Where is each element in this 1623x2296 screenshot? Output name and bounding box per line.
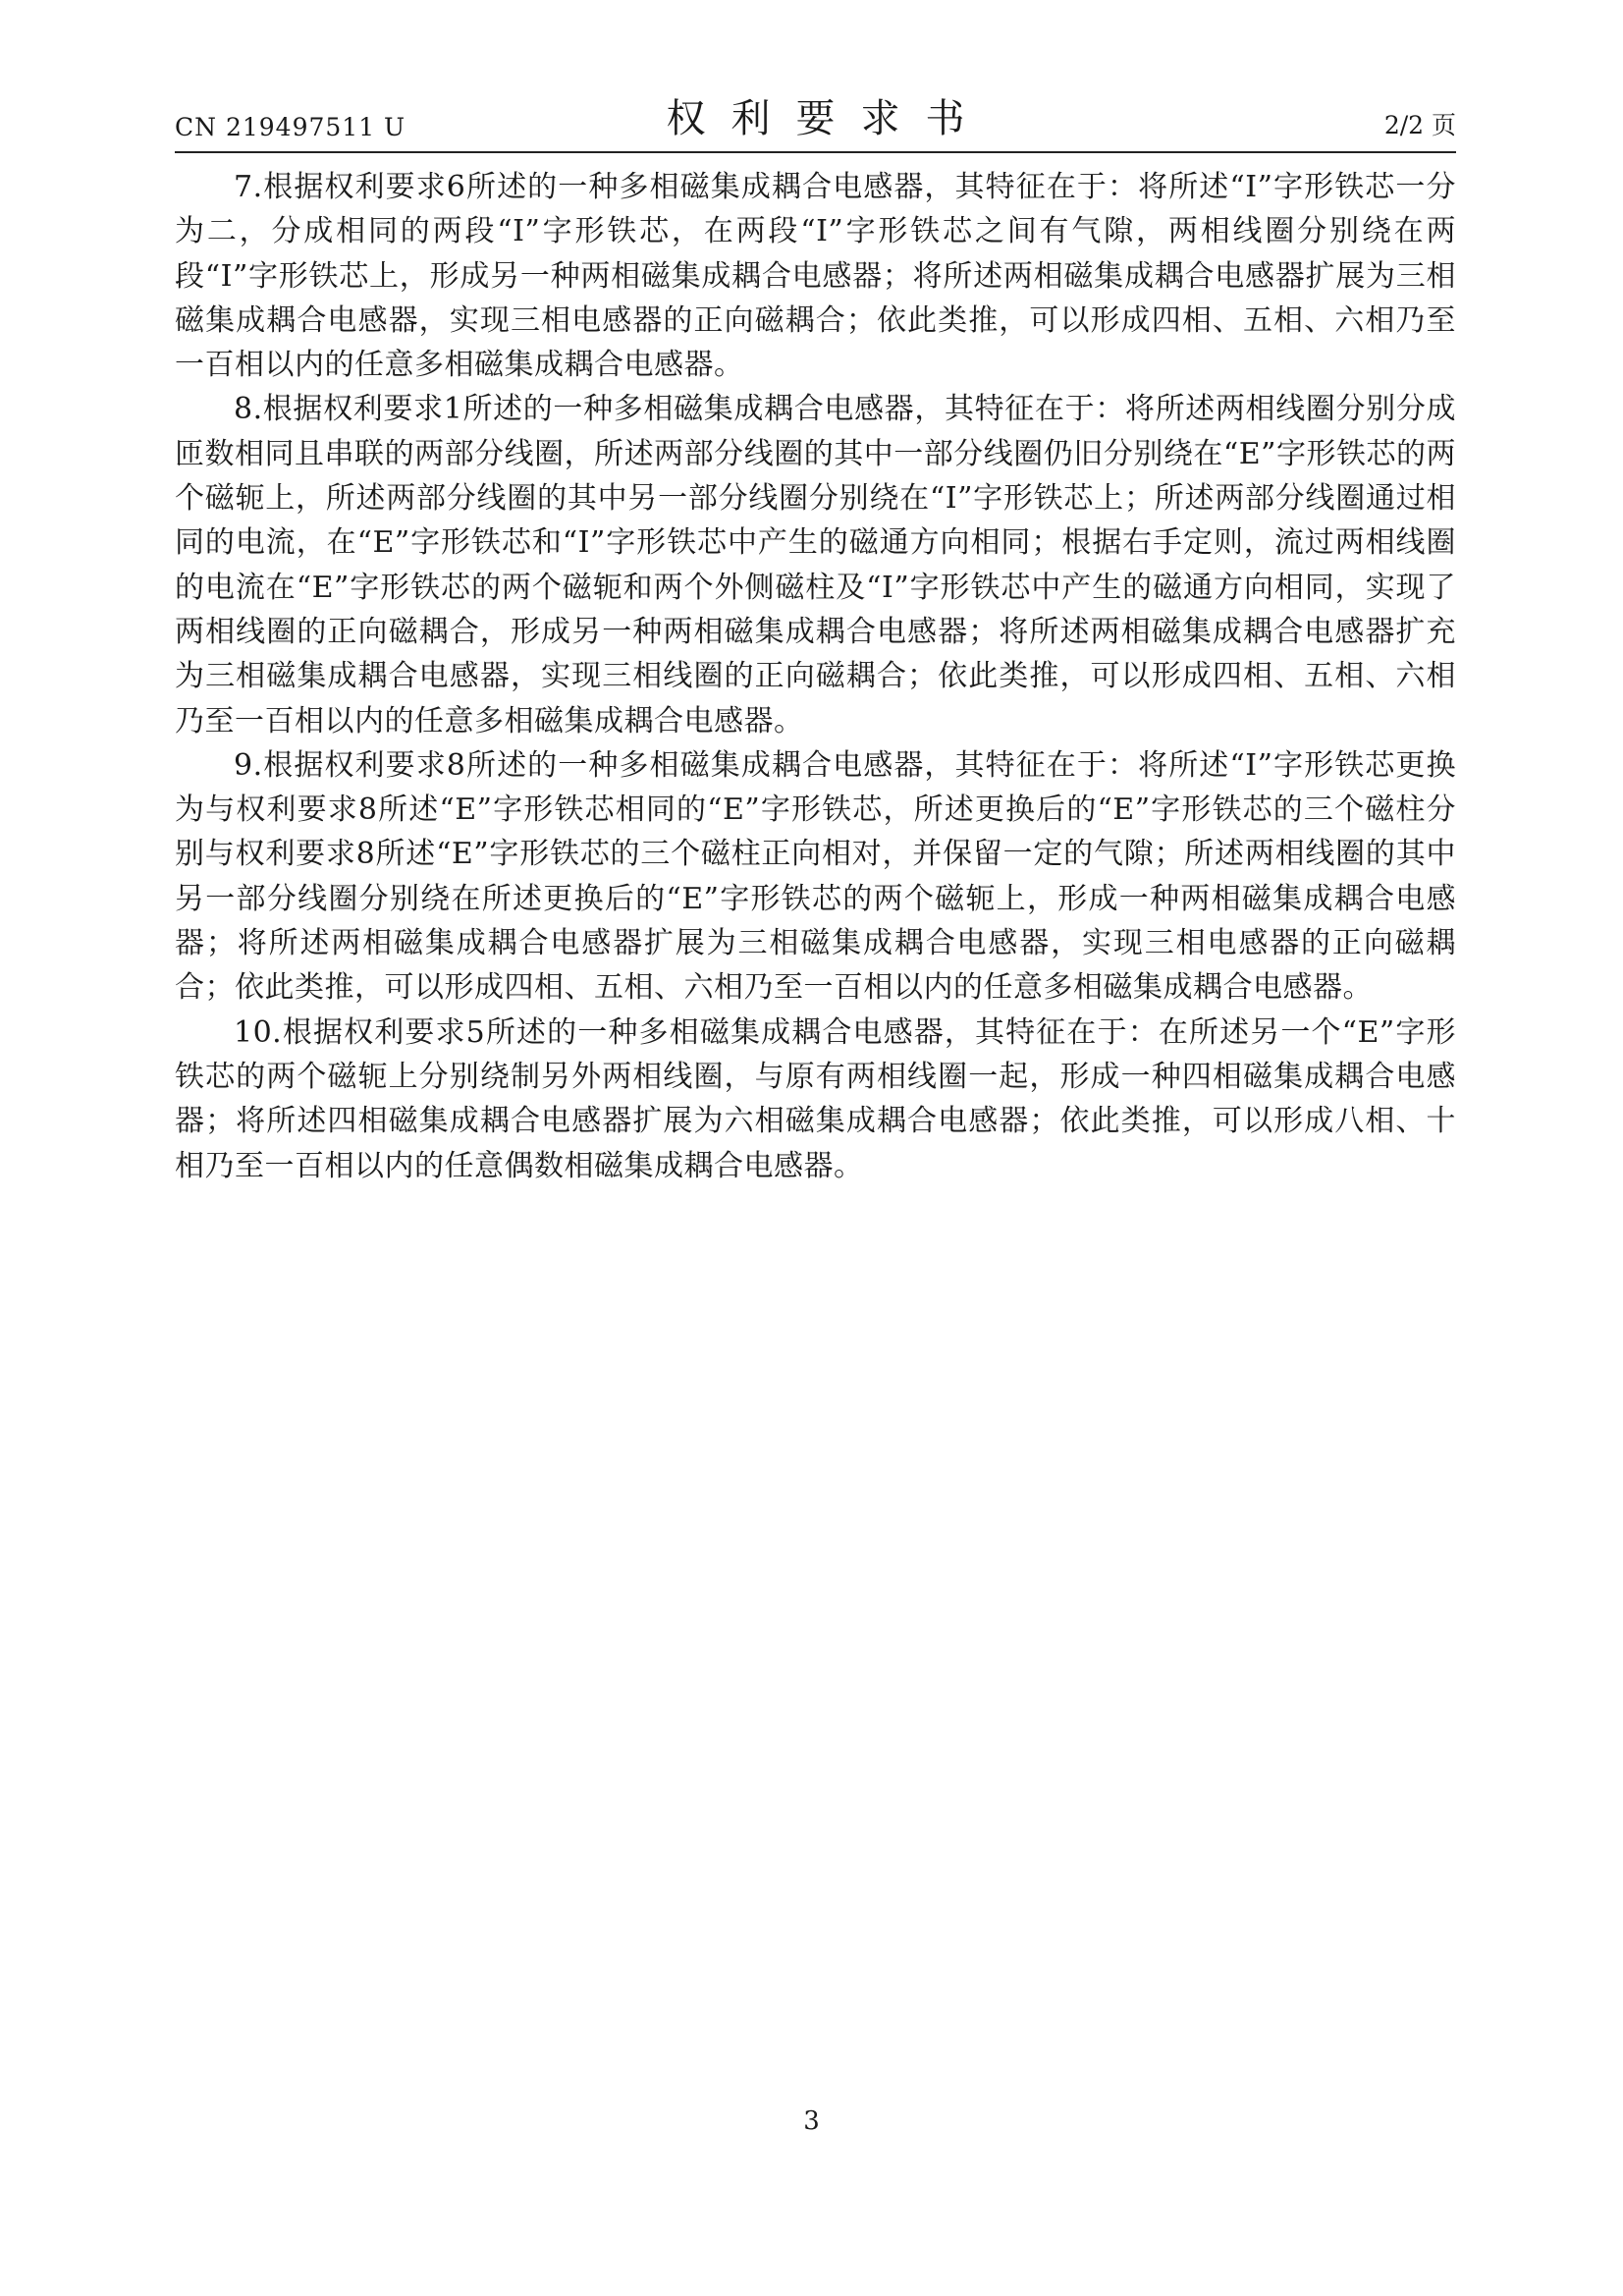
page-number: 3 (803, 2106, 820, 2136)
patent-number: CN 219497511 U (175, 113, 406, 141)
claim-7: 7.根据权利要求6所述的一种多相磁集成耦合电感器，其特征在于：将所述“I”字形铁芯一分为二，分成相同的两段“I”字形铁芯，在两段“I”字形铁芯之间有气隙，两相线圈分别绕在两段“I”字形铁芯上，形成另一种两相磁集成耦合电感器；将所述两相磁集成耦合电感器扩展为三相磁集成耦合电感器，实现三相电感器的正向磁耦合；依此类推，可以形成四相、五相、六相乃至一百相以内的任意多相磁集成耦合电感器。 (175, 170, 1456, 383)
page-info: 2/2 页 (1383, 111, 1456, 139)
claims-body (175, 165, 1456, 1188)
claim-9: 9.根据权利要求8所述的一种多相磁集成耦合电感器，其特征在于：将所述“I”字形铁芯更换为与权利要求8所述“E”字形铁芯相同的“E”字形铁芯，所述更换后的“E”字形铁芯的三个磁柱分别与权利要求8所述“E”字形铁芯的三个磁柱正向相对，并保留一定的气隙；所述两相线圈的其中另一部分线圈分别绕在所述更换后的“E”字形铁芯的两个磁轭上，形成一种两相磁集成耦合电感器；将所述两相磁集成耦合电感器扩展为三相磁集成耦合电感器，实现三相电感器的正向磁耦合；依此类推，可以形成四相、五相、六相乃至一百相以内的任意多相磁集成耦合电感器。 (175, 747, 1456, 1006)
claim-8: 8.根据权利要求1所述的一种多相磁集成耦合电感器，其特征在于：将所述两相线圈分别分成匝数相同且串联的两部分线圈，所述两部分线圈的其中一部分线圈仍旧分别绕在“E”字形铁芯的两个磁轭上，所述两部分线圈的其中另一部分线圈分别绕在“I”字形铁芯上；所述两部分线圈通过相同的电流，在“E”字形铁芯和“I”字形铁芯中产生的磁通方向相同；根据右手定则，流过两相线圈的电流在“E”字形铁芯的两个磁轭和两个外侧磁柱及“I”字形铁芯中产生的磁通方向相同，实现了两相线圈的正向磁耦合，形成另一种两相磁集成耦合电感器；将所述两相磁集成耦合电感器扩充为三相磁集成耦合电感器，实现三相线圈的正向磁耦合；依此类推，可以形成四相、五相、六相乃至一百相以内的任意多相磁集成耦合电感器。 (175, 392, 1456, 738)
claim-10: 10.根据权利要求5所述的一种多相磁集成耦合电感器，其特征在于：在所述另一个“E”字形铁芯的两个磁轭上分别绕制另外两相线圈，与原有两相线圈一起，形成一种四相磁集成耦合电感器；将所述四相磁集成耦合电感器扩展为六相磁集成耦合电感器；依此类推，可以形成八相、十相乃至一百相以内的任意偶数相磁集成耦合电感器。 (175, 1014, 1456, 1183)
document-title: 权利要求书 (666, 96, 991, 141)
page-header (175, 94, 1456, 149)
header-divider (175, 151, 1456, 153)
